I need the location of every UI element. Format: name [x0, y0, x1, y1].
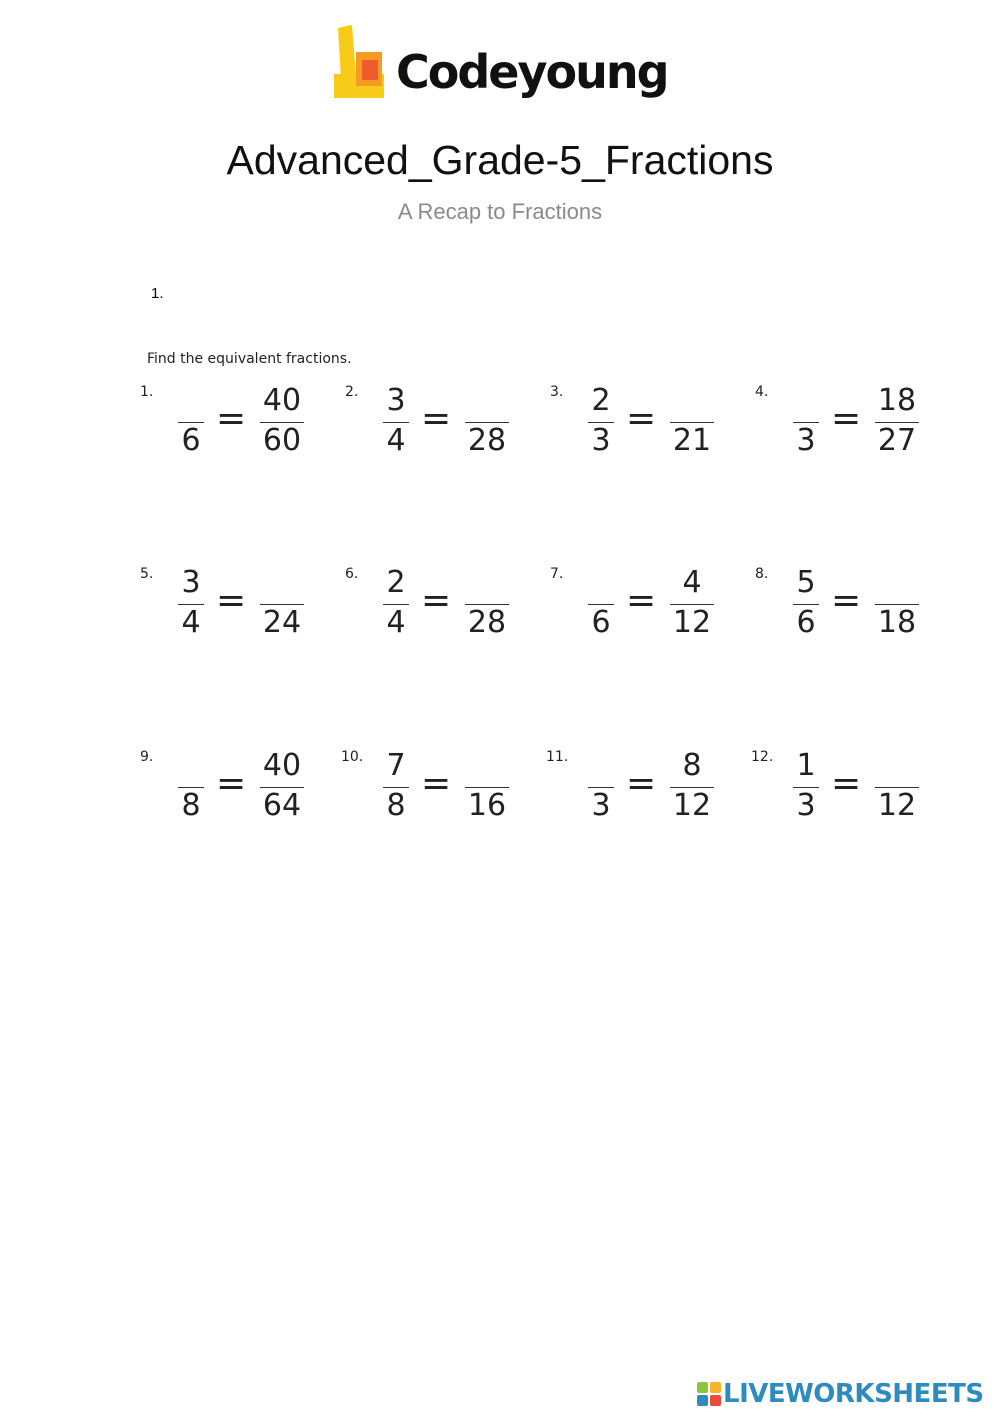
left-fraction	[793, 384, 819, 474]
right-fraction	[670, 566, 714, 656]
right-denominator: 27	[877, 423, 917, 458]
left-denominator: 3	[591, 788, 611, 823]
equals-sign: =	[831, 580, 862, 621]
right-numerator: 8	[682, 748, 702, 783]
problem-7	[550, 566, 740, 656]
right-denominator: 12	[672, 605, 712, 640]
left-denominator: 6	[591, 605, 611, 640]
left-denominator: 4	[386, 605, 406, 640]
equals-sign: =	[626, 398, 657, 439]
left-numerator: 7	[386, 748, 406, 783]
right-numerator: 40	[262, 748, 302, 783]
left-numerator: 3	[181, 565, 201, 600]
problem-number: 4.	[755, 384, 769, 400]
left-fraction	[588, 384, 614, 474]
problem-number: 7.	[550, 566, 564, 582]
problem-10	[341, 749, 531, 839]
right-fraction	[465, 749, 509, 839]
equals-sign: =	[626, 763, 657, 804]
right-denominator: 16	[467, 788, 507, 823]
right-fraction	[670, 749, 714, 839]
left-denominator: 8	[181, 788, 201, 823]
problem-number: 9.	[140, 749, 154, 765]
left-numerator: 2	[591, 383, 611, 418]
right-fraction	[465, 384, 509, 474]
right-fraction	[260, 384, 304, 474]
right-fraction	[875, 384, 919, 474]
problem-number: 10.	[341, 749, 364, 765]
page-title: Advanced_Grade-5_Fractions	[226, 137, 774, 183]
problem-3	[550, 384, 740, 474]
equals-sign: =	[216, 763, 247, 804]
liveworksheets-icon	[697, 1382, 721, 1406]
left-fraction	[588, 749, 614, 839]
problem-11	[546, 749, 736, 839]
problem-6	[345, 566, 535, 656]
right-denominator: 12	[672, 788, 712, 823]
problem-1	[140, 384, 330, 474]
left-denominator: 4	[181, 605, 201, 640]
liveworksheets-wordmark: LIVEWORKSHEETS	[723, 1379, 984, 1409]
right-numerator: 40	[262, 383, 302, 418]
left-numerator: 3	[386, 383, 406, 418]
right-denominator: 64	[262, 788, 302, 823]
equals-sign: =	[216, 580, 247, 621]
equals-sign: =	[626, 580, 657, 621]
left-fraction	[178, 384, 204, 474]
right-fraction	[875, 749, 919, 839]
right-numerator: 18	[877, 383, 917, 418]
left-numerator: 1	[796, 748, 816, 783]
right-denominator: 24	[262, 605, 302, 640]
left-denominator: 6	[796, 605, 816, 640]
left-fraction	[793, 749, 819, 839]
right-fraction	[670, 384, 714, 474]
problem-9	[140, 749, 330, 839]
codeyoung-logo-icon	[330, 24, 390, 100]
equals-sign: =	[421, 398, 452, 439]
codeyoung-logo	[330, 24, 675, 108]
right-fraction	[260, 749, 304, 839]
instruction-text: Find the equivalent fractions.	[147, 351, 352, 367]
problem-number: 6.	[345, 566, 359, 582]
problem-12	[751, 749, 941, 839]
right-fraction	[875, 566, 919, 656]
equals-sign: =	[831, 398, 862, 439]
left-fraction	[588, 566, 614, 656]
problem-number: 11.	[546, 749, 569, 765]
left-fraction	[383, 384, 409, 474]
right-denominator: 60	[262, 423, 302, 458]
problem-number: 3.	[550, 384, 564, 400]
question-number: 1.	[151, 285, 164, 302]
left-fraction	[383, 749, 409, 839]
left-denominator: 3	[796, 788, 816, 823]
left-fraction	[178, 749, 204, 839]
equals-sign: =	[421, 763, 452, 804]
left-denominator: 3	[796, 423, 816, 458]
right-fraction	[465, 566, 509, 656]
right-denominator: 28	[467, 423, 507, 458]
right-denominator: 21	[672, 423, 712, 458]
right-denominator: 12	[877, 788, 917, 823]
problem-number: 5.	[140, 566, 154, 582]
right-fraction	[260, 566, 304, 656]
problem-5	[140, 566, 330, 656]
problem-number: 12.	[751, 749, 774, 765]
left-fraction	[178, 566, 204, 656]
right-denominator: 28	[467, 605, 507, 640]
left-denominator: 3	[591, 423, 611, 458]
equals-sign: =	[831, 763, 862, 804]
problem-4	[755, 384, 945, 474]
problem-number: 1.	[140, 384, 154, 400]
left-denominator: 4	[386, 423, 406, 458]
left-fraction	[793, 566, 819, 656]
right-denominator: 18	[877, 605, 917, 640]
problem-number: 8.	[755, 566, 769, 582]
equals-sign: =	[216, 398, 247, 439]
left-fraction	[383, 566, 409, 656]
problem-2	[345, 384, 535, 474]
left-numerator: 5	[796, 565, 816, 600]
problem-number: 2.	[345, 384, 359, 400]
page-subtitle: A Recap to Fractions	[397, 199, 603, 224]
equals-sign: =	[421, 580, 452, 621]
left-numerator: 2	[386, 565, 406, 600]
problem-8	[755, 566, 945, 656]
left-denominator: 8	[386, 788, 406, 823]
left-denominator: 6	[181, 423, 201, 458]
right-numerator: 4	[682, 565, 702, 600]
codeyoung-wordmark: Codeyoung	[396, 45, 668, 99]
